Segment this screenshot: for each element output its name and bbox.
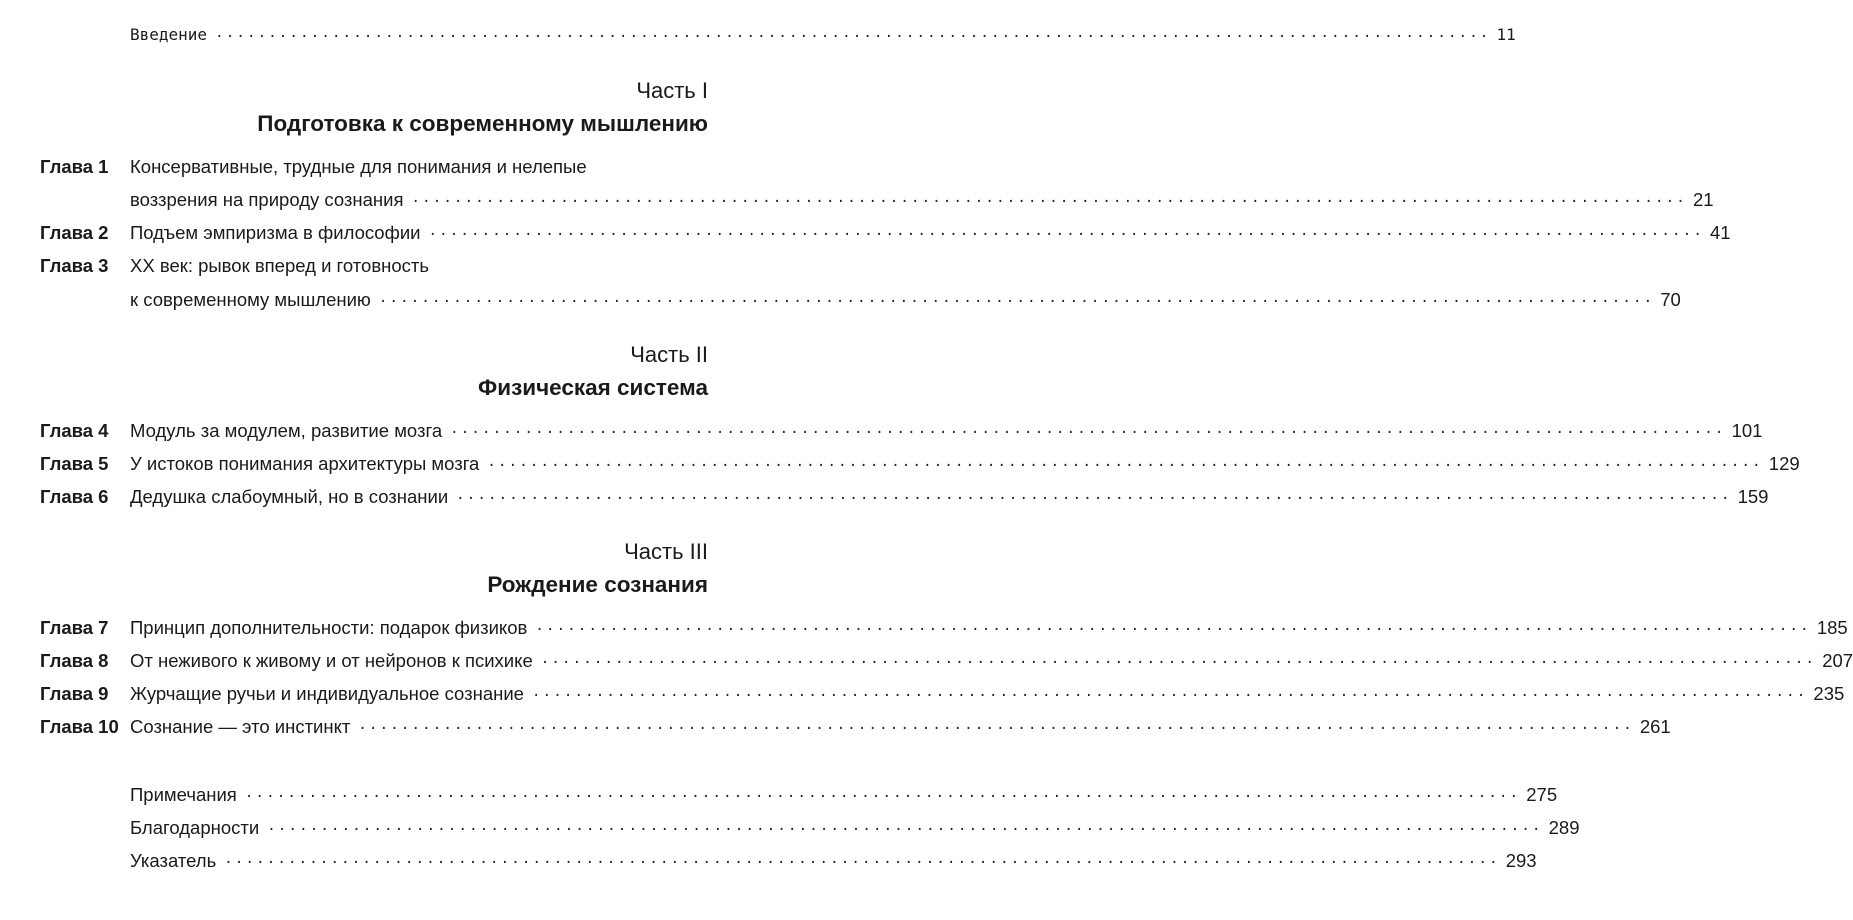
entry-title-line2: воззрения на природу сознания: [130, 189, 404, 210]
toc-entry-chapter-2[interactable]: [40, 218, 1731, 244]
chapter-number: Глава 7: [40, 617, 109, 638]
toc-entry-chapter-3[interactable]: [40, 251, 708, 277]
entry-title: Подъем эмпиризма в философии: [130, 222, 421, 243]
chapter-number: Глава 8: [40, 650, 109, 671]
entry-title: Дедушка слабоумный, но в сознании: [130, 486, 449, 507]
part-label: Часть I: [636, 78, 708, 103]
entry-title: Введение: [130, 25, 208, 44]
toc-entry-index[interactable]: [130, 846, 1537, 872]
entry-title: Примечания: [130, 784, 237, 805]
entry-page: 129: [1768, 453, 1800, 474]
part-title: Рождение сознания: [487, 572, 708, 597]
dot-leader: ........................................................................................................................: [450, 421, 1726, 437]
dot-leader: ........................................................................................................................: [456, 487, 1732, 503]
dot-leader: ........................................................................................................................: [535, 618, 1811, 634]
chapter-number: Глава 2: [40, 222, 109, 243]
chapter-number: Глава 1: [40, 156, 109, 177]
toc-entry-intro[interactable]: [130, 20, 1516, 46]
toc-entry-chapter-6[interactable]: [40, 482, 1769, 508]
entry-page: 21: [1692, 189, 1714, 210]
entry-page: 11: [1496, 25, 1516, 44]
toc-entry-chapter-9[interactable]: [40, 679, 1845, 705]
toc-entry-chapter-1[interactable]: [40, 152, 708, 178]
entry-page: 275: [1526, 784, 1558, 805]
dot-leader: ........................................................................................................................: [411, 190, 1687, 206]
part-label: Часть III: [624, 539, 708, 564]
entry-title: Модуль за модулем, развитие мозга: [130, 420, 443, 441]
entry-title-line1: XX век: рывок вперед и готовность: [130, 255, 430, 276]
entry-page: 70: [1660, 289, 1681, 310]
dot-leader: ........................................................................................................................: [531, 684, 1808, 700]
toc-entry-acknowledgements[interactable]: [130, 813, 1580, 839]
dot-leader: ........................................................................................................................: [224, 851, 1500, 867]
entry-page: 101: [1731, 420, 1763, 441]
entry-title-line1: Консервативные, трудные для понимания и нелепые: [130, 156, 587, 177]
toc-entry-chapter-5[interactable]: [40, 449, 1800, 475]
entry-title: Сознание — это инстинкт: [130, 716, 351, 737]
dot-leader: ........................................................................................................................: [244, 785, 1521, 801]
entry-title: У истоков понимания архитектуры мозга: [130, 453, 480, 474]
chapter-number: Глава 10: [40, 716, 119, 737]
chapter-number: Глава 3: [40, 255, 109, 276]
part-title: Подготовка к современному мышлению: [257, 111, 708, 136]
chapter-number: Глава 5: [40, 453, 109, 474]
entry-title: Указатель: [130, 850, 217, 871]
dot-leader: ........................................................................................................................: [487, 454, 1763, 470]
entry-page: 293: [1505, 850, 1537, 871]
chapter-number: Глава 9: [40, 683, 109, 704]
dot-leader: ........................................................................................................................: [215, 25, 1491, 41]
entry-title: Журчащие ручьи и индивидуальное сознание: [130, 683, 524, 704]
dot-leader: ........................................................................................................................: [540, 651, 1817, 667]
entry-page: 235: [1813, 683, 1845, 704]
toc-entry-chapter-8[interactable]: [40, 646, 1853, 672]
chapter-number: Глава 6: [40, 486, 109, 507]
chapter-number: Глава 4: [40, 420, 109, 441]
entry-page: 289: [1548, 817, 1580, 838]
entry-page: 207: [1822, 650, 1853, 671]
dot-leader: ........................................................................................................................: [358, 717, 1634, 733]
toc-entry-chapter-4[interactable]: [40, 416, 1763, 442]
entry-title: Благодарности: [130, 817, 260, 838]
entry-title: От неживого к живому и от нейронов к психике: [130, 650, 533, 671]
toc-entry-chapter-1-cont[interactable]: [130, 185, 1714, 211]
dot-leader: ........................................................................................................................: [378, 290, 1655, 306]
entry-title-line2: к современному мышлению: [130, 289, 371, 310]
entry-page: 159: [1737, 486, 1769, 507]
entry-title: Принцип дополнительности: подарок физиков: [130, 617, 528, 638]
entry-page: 185: [1816, 617, 1848, 638]
entry-page: 41: [1709, 222, 1731, 243]
part-label: Часть II: [630, 342, 708, 367]
dot-leader: ........................................................................................................................: [267, 818, 1543, 834]
entry-page: 261: [1639, 716, 1671, 737]
dot-leader: ........................................................................................................................: [428, 223, 1704, 239]
part-title: Физическая система: [478, 375, 708, 400]
toc-entry-chapter-7[interactable]: [40, 613, 1848, 639]
toc-entry-chapter-3-cont[interactable]: [130, 285, 1681, 311]
toc-entry-notes[interactable]: [130, 780, 1558, 806]
toc-entry-chapter-10[interactable]: [40, 712, 1671, 738]
